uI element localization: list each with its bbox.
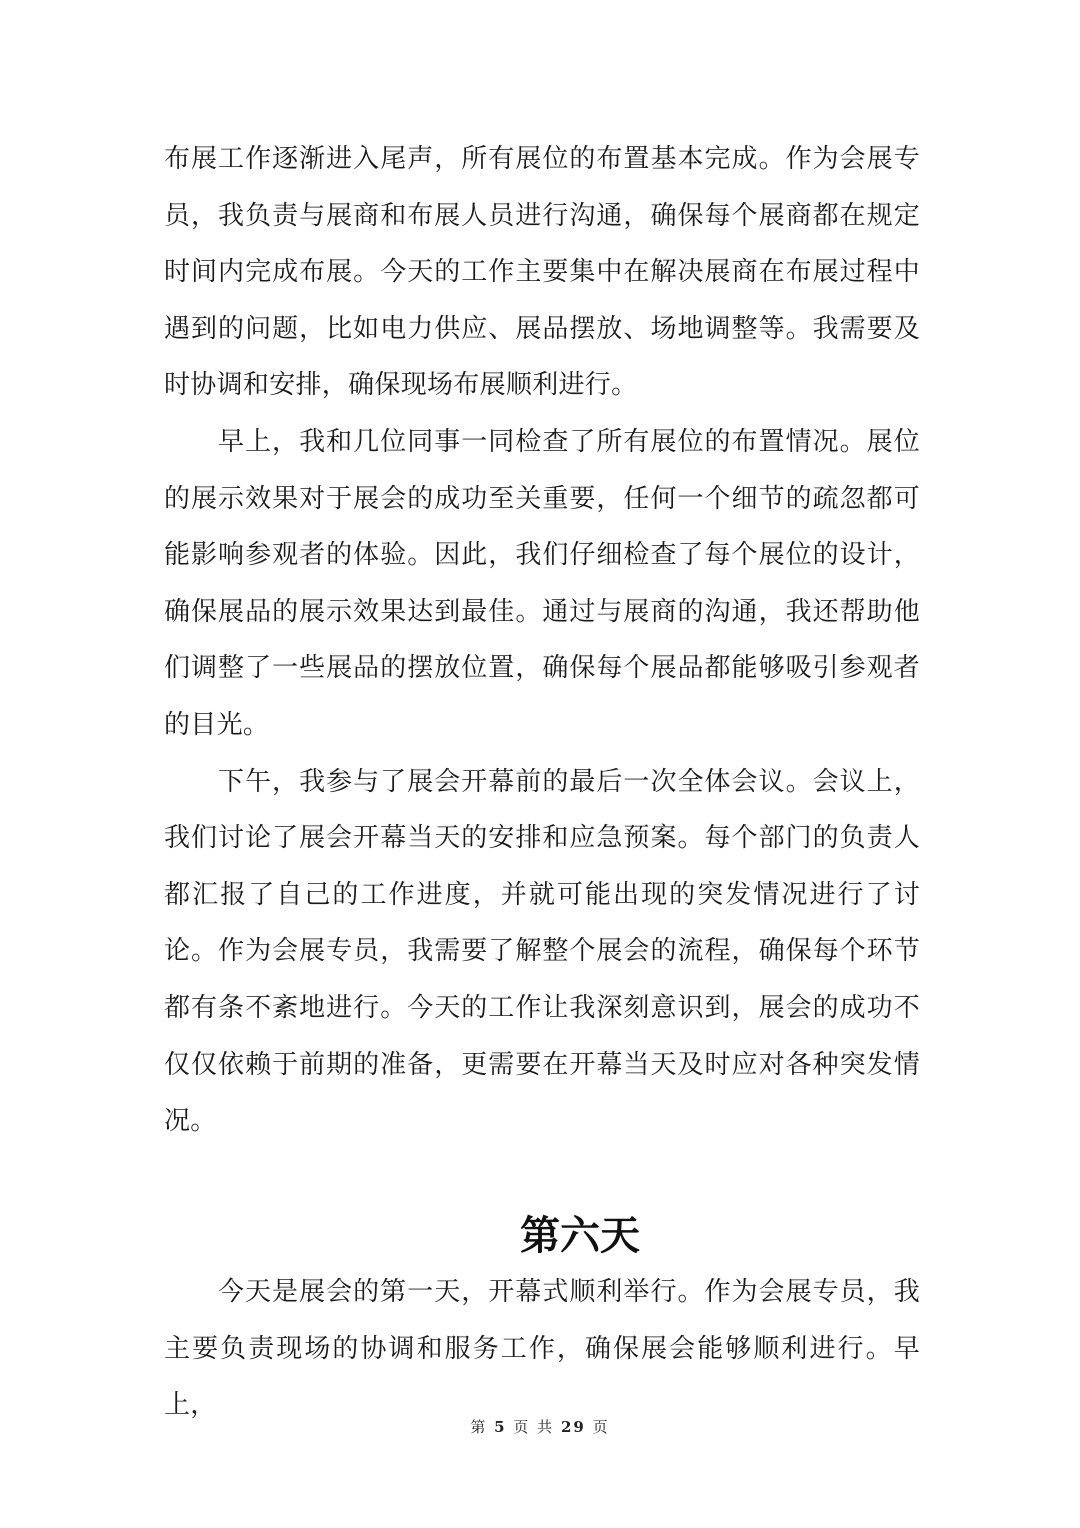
footer-suffix: 页 <box>592 1418 610 1436</box>
paragraph-4: 今天是展会的第一天，开幕式顺利举行。作为会展专员，我主要负责现场的协调和服务工作，确保展会能够顺利进行。早上， <box>164 1277 920 1421</box>
paragraph-3: 下午，我参与了展会开幕前的最后一次全体会议。会议上，我们讨论了展会开幕当天的安排和应急预案。每个部门的负责人都汇报了自己的工作进度，并就可能出现的突发情况进行了讨论。作为会展专员，我需要了解整个展会的流程，确保每个环节都有条不紊地进行。今天的工作让我深刻意识到，展会的成功不仅仅依赖于前期的准备，更需要在开幕当天及时应对各种突发情况。 <box>164 766 920 1137</box>
footer-total-pages: 29 <box>560 1418 586 1436</box>
page-footer <box>0 1416 1080 1437</box>
section-heading: 第六天 <box>520 1213 640 1259</box>
footer-prefix: 第 <box>470 1418 488 1436</box>
paragraph-1: 布展工作逐渐进入尾声，所有展位的布置基本完成。作为会展专员，我负责与展商和布展人员进行沟通，确保每个展商都在规定时间内完成布展。今天的工作主要集中在解决展商在布展过程中遇到的问题，比如电力供应、展品摆放、场地调整等。我需要及时协调和安排，确保现场布展顺利进行。 <box>164 144 920 401</box>
body-text-block-2 <box>164 1264 920 1434</box>
footer-current-page: 5 <box>494 1418 507 1436</box>
footer-middle: 页 共 <box>513 1418 555 1436</box>
body-text-block <box>164 131 920 1150</box>
paragraph-2: 早上，我和几位同事一同检查了所有展位的布置情况。展位的展示效果对于展会的成功至关重要，任何一个细节的疏忽都可能影响参观者的体验。因此，我们仔细检查了每个展位的设计，确保展品的展示效果达到最佳。通过与展商的沟通，我还帮助他们调整了一些展品的摆放位置，确保每个展品都能够吸引参观者的目光。 <box>164 426 920 740</box>
